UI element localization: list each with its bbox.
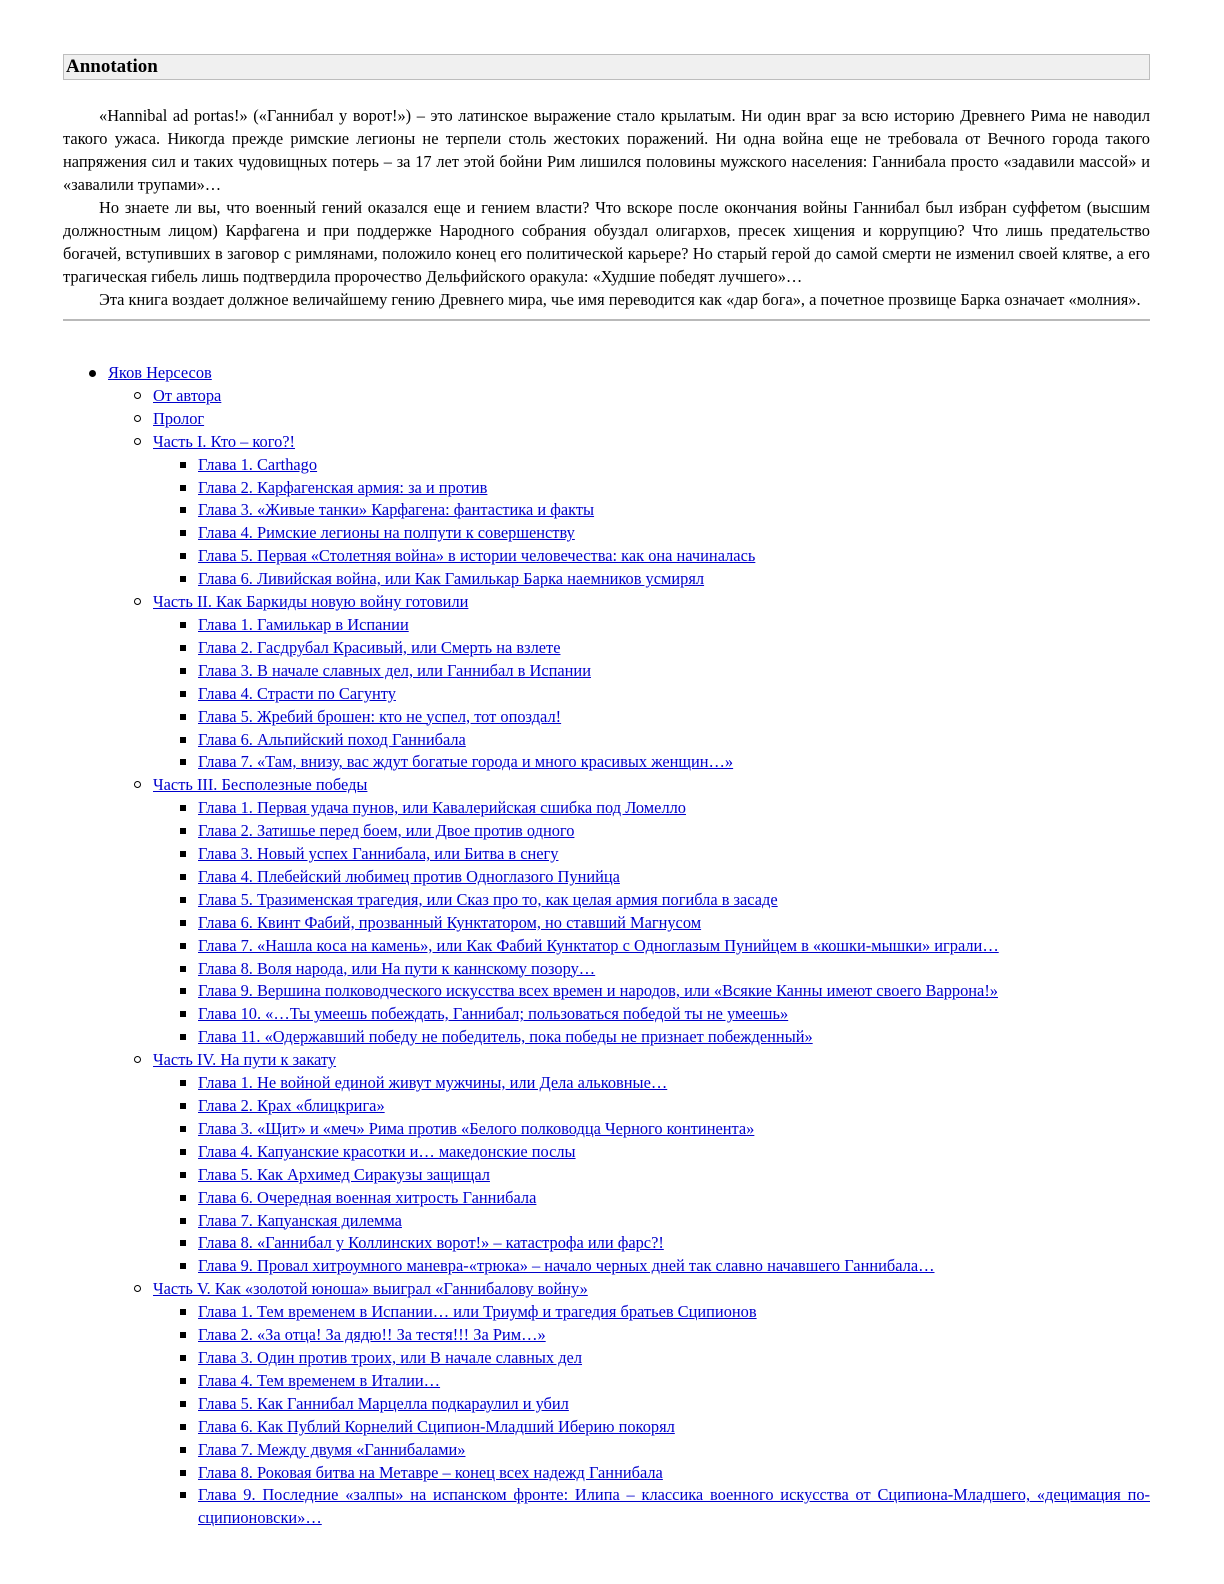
toc-chapter-list (153, 1072, 1150, 1278)
toc-section-link[interactable]: Пролог (153, 408, 205, 428)
square-bullet-icon (180, 874, 186, 880)
toc-section-link[interactable]: От автора (153, 385, 222, 405)
toc-chapter-item (153, 1003, 1150, 1026)
toc-chapter-item (153, 820, 1150, 843)
toc-chapter-link[interactable]: Глава 7. Капуанская дилемма (198, 1210, 402, 1230)
square-bullet-icon (180, 1447, 186, 1453)
square-bullet-icon (180, 1378, 186, 1384)
toc-chapter-link[interactable]: Глава 4. Плебейский любимец против Одноглазого Пунийца (198, 866, 620, 886)
toc-section-link[interactable]: Часть V. Как «золотой юноша» выиграл «Ганнибалову войну» (153, 1279, 588, 1299)
square-bullet-icon (180, 1172, 186, 1178)
toc-chapter-item (153, 1255, 1150, 1278)
circle-bullet-icon (134, 598, 141, 605)
toc-chapter-item (153, 1462, 1150, 1485)
toc-chapter-link[interactable]: Глава 1. Гамилькар в Испании (198, 614, 409, 634)
toc-chapter-item (153, 1141, 1150, 1164)
toc-chapter-item (153, 660, 1150, 683)
square-bullet-icon (180, 851, 186, 857)
toc-chapter-link[interactable]: Глава 9. Провал хитроумного маневра-«трюка» – начало черных дней так славно начавшего Ганнибала… (198, 1256, 935, 1276)
toc-section-item (108, 1049, 1150, 1278)
toc-chapter-item (153, 912, 1150, 935)
toc-chapter-item (153, 499, 1150, 522)
square-bullet-icon (180, 462, 186, 468)
toc-chapter-item (153, 1416, 1150, 1439)
circle-bullet-icon (134, 438, 141, 445)
toc-chapter-list (153, 614, 1150, 774)
square-bullet-icon (180, 1355, 186, 1361)
toc-chapter-item (153, 866, 1150, 889)
toc-chapter-link[interactable]: Глава 7. Между двумя «Ганнибалами» (198, 1439, 466, 1459)
toc-sections-list (108, 385, 1150, 1530)
toc-chapter-item (153, 1164, 1150, 1187)
toc-chapter-list (153, 797, 1150, 1049)
square-bullet-icon (180, 1401, 186, 1407)
square-bullet-icon (180, 988, 186, 994)
toc-chapter-link[interactable]: Глава 3. В начале славных дел, или Ганнибал в Испании (198, 660, 591, 680)
square-bullet-icon (180, 576, 186, 582)
toc-chapter-link[interactable]: Глава 3. «Живые танки» Карфагена: фантастика и факты (198, 500, 595, 520)
toc-chapter-item (153, 1118, 1150, 1141)
toc-section-item (108, 1278, 1150, 1530)
toc-chapter-item (153, 843, 1150, 866)
square-bullet-icon (180, 622, 186, 628)
toc-chapter-link[interactable]: Глава 6. Очередная военная хитрость Ганнибала (198, 1187, 537, 1207)
circle-bullet-icon (134, 415, 141, 422)
square-bullet-icon (180, 1424, 186, 1430)
square-bullet-icon (180, 1034, 186, 1040)
circle-bullet-icon (134, 392, 141, 399)
toc-chapter-link[interactable]: Глава 4. Капуанские красотки и… македонские послы (198, 1141, 576, 1161)
toc-chapter-link[interactable]: Глава 5. Жребий брошен: кто не успел, тот опоздал! (198, 706, 562, 726)
toc-chapter-link[interactable]: Глава 2. Карфагенская армия: за и против (198, 477, 488, 497)
annotation-heading: Annotation (63, 54, 1150, 80)
toc-section-link[interactable]: Часть II. Как Баркиды новую войну готовили (153, 592, 469, 612)
toc-chapter-item (153, 980, 1150, 1003)
square-bullet-icon (180, 645, 186, 651)
toc-chapter-link[interactable]: Глава 5. Тразименская трагедия, или Сказ про то, как целая армия погибла в засаде (198, 889, 778, 909)
toc-section-link[interactable]: Часть I. Кто – кого?! (153, 431, 296, 451)
toc-chapter-item (153, 1187, 1150, 1210)
square-bullet-icon (180, 507, 186, 513)
toc-chapter-item (153, 1301, 1150, 1324)
square-bullet-icon (180, 553, 186, 559)
toc-section-link[interactable]: Часть IV. На пути к закату (153, 1050, 337, 1070)
toc-chapter-item (153, 958, 1150, 981)
toc-chapter-link[interactable]: Глава 1. Carthago (198, 454, 318, 474)
square-bullet-icon (180, 1126, 186, 1132)
square-bullet-icon (180, 668, 186, 674)
toc-chapter-link[interactable]: Глава 11. «Одержавший победу не победитель, пока победы не признает побежденный» (198, 1027, 813, 1047)
toc-chapter-link[interactable]: Глава 5. Как Архимед Сиракузы защищал (198, 1164, 490, 1184)
annotation-paragraph: «Hannibal ad portas!» («Ганнибал у ворот!») – это латинское выражение стало крылатым. Ни один враг за всю историю Древнего Рима не наводил такого ужаса. Никогда прежде римские легионы не терпели столь жестоких поражений. Ни одна война еще не требовала от Вечного города такого напряжения сил и таких чудовищных потерь – за 17 лет этой бойни Рим лишился половины мужского населения: Ганнибала просто «задавили массой» и «завалили трупами»… (63, 106, 1150, 194)
toc-chapter-item (153, 889, 1150, 912)
toc-chapter-link[interactable]: Глава 8. Воля народа, или На пути к каннскому позору… (198, 958, 596, 978)
toc-chapter-item (153, 1026, 1150, 1049)
toc-chapter-item (153, 1232, 1150, 1255)
toc-chapter-link[interactable]: Глава 10. «…Ты умеешь побеждать, Ганнибал; пользоваться победой ты не умеешь» (198, 1004, 789, 1024)
toc-chapter-link[interactable]: Глава 7. «Там, внизу, вас ждут богатые города и много красивых женщин…» (198, 752, 734, 772)
toc-chapter-list (153, 1301, 1150, 1530)
square-bullet-icon (180, 1080, 186, 1086)
toc-section-item (108, 408, 1150, 431)
toc-chapter-item (153, 477, 1150, 500)
toc-section-item (108, 774, 1150, 1049)
square-bullet-icon (180, 714, 186, 720)
toc-chapter-item (153, 706, 1150, 729)
toc-chapter-link[interactable]: Глава 4. Римские легионы на полпути к совершенству (198, 523, 575, 543)
toc-chapter-item (153, 522, 1150, 545)
square-bullet-icon (180, 966, 186, 972)
toc-section-link[interactable]: Часть III. Бесполезные победы (153, 775, 368, 795)
square-bullet-icon (180, 485, 186, 491)
toc-chapter-link[interactable]: Глава 4. Тем временем в Италии… (198, 1370, 441, 1390)
toc-chapter-item (153, 797, 1150, 820)
square-bullet-icon (180, 920, 186, 926)
toc-chapter-link[interactable]: Глава 6. Квинт Фабий, прозванный Кунктатором, но ставший Магнусом (198, 912, 702, 932)
square-bullet-icon (180, 1309, 186, 1315)
toc-section-item (108, 385, 1150, 408)
square-bullet-icon (180, 1240, 186, 1246)
toc-chapter-link[interactable]: Глава 1. Первая удача пунов, или Кавалерийская сшибка под Ломелло (198, 798, 686, 818)
toc-chapter-item (153, 614, 1150, 637)
square-bullet-icon (180, 1149, 186, 1155)
toc-chapter-link[interactable]: Глава 8. «Ганнибал у Коллинских ворот!» – катастрофа или фарс?! (198, 1233, 664, 1253)
annotation-body (63, 104, 1150, 311)
toc-chapter-link[interactable]: Глава 2. «За отца! За дядю!! За тестя!!! За Рим…» (198, 1325, 546, 1345)
square-bullet-icon (180, 759, 186, 765)
toc-chapter-link[interactable]: Глава 9. Вершина полководческого искусства всех времен и народов, или «Всякие Канны имеют своего Варрона!» (198, 981, 998, 1001)
square-bullet-icon (180, 530, 186, 536)
toc-chapter-link[interactable]: Глава 2. Затишье перед боем, или Двое против одного (198, 821, 575, 841)
square-bullet-icon (180, 1103, 186, 1109)
circle-bullet-icon (134, 1285, 141, 1292)
toc-chapter-item (153, 1095, 1150, 1118)
toc-author-link[interactable]: Яков Нерсесов (108, 363, 212, 382)
table-of-contents (63, 362, 1150, 1530)
toc-section-item (108, 591, 1150, 774)
square-bullet-icon (180, 1263, 186, 1269)
toc-chapter-item (153, 1347, 1150, 1370)
annotation-paragraph: Но знаете ли вы, что военный гений оказался еще и гением власти? Что вскоре после окончания войны Ганнибал был избран суффетом (высшим должностным лицом) Карфагена и при поддержке Народного собрания обуздал олигархов, пресек хищения и коррупцию? Что лишь предательство богачей, вступивших в заговор с римлянами, положило конец его политической карьере? Но старый герой до самой смерти не изменил своей клятве, а его трагическая гибель лишь подтвердила пророчество Дельфийского оракула: «Худшие победят лучшего»… (63, 198, 1150, 286)
toc-chapter-item (153, 729, 1150, 752)
toc-chapter-link[interactable]: Глава 8. Роковая битва на Метавре – конец всех надежд Ганнибала (198, 1462, 663, 1482)
toc-chapter-link[interactable]: Глава 3. Один против троих, или В начале славных дел (198, 1347, 583, 1367)
horizontal-divider (63, 319, 1150, 321)
square-bullet-icon (180, 737, 186, 743)
toc-chapter-link[interactable]: Глава 2. Гасдрубал Красивый, или Смерть на взлете (198, 637, 561, 657)
circle-bullet-icon (134, 781, 141, 788)
toc-author-list (63, 362, 1150, 1530)
toc-chapter-item (153, 1210, 1150, 1233)
toc-chapter-item (153, 637, 1150, 660)
annotation-paragraph: Эта книга воздает должное величайшему гению Древнего мира, чье имя переводится как «дар бога», а почетное прозвище Барка означает «молния». (99, 290, 1141, 309)
toc-chapter-link[interactable]: Глава 6. Ливийская война, или Как Гамилькар Барка наемников усмирял (198, 569, 705, 589)
square-bullet-icon (180, 1011, 186, 1017)
toc-chapter-link[interactable]: Глава 6. Альпийский поход Ганнибала (198, 729, 466, 749)
toc-author-item (63, 362, 1150, 1530)
toc-chapter-list (153, 454, 1150, 591)
square-bullet-icon (180, 805, 186, 811)
square-bullet-icon (180, 1332, 186, 1338)
toc-chapter-item (153, 1393, 1150, 1416)
toc-chapter-item (153, 1072, 1150, 1095)
toc-chapter-item (153, 545, 1150, 568)
toc-chapter-link[interactable]: Глава 3. Новый успех Ганнибала, или Битва в снегу (198, 844, 559, 864)
circle-bullet-icon (134, 1056, 141, 1063)
toc-chapter-link[interactable]: Глава 3. «Щит» и «меч» Рима против «Белого полководца Черного континента» (198, 1118, 755, 1138)
square-bullet-icon (180, 1195, 186, 1201)
toc-chapter-link[interactable]: Глава 1. Не войной единой живут мужчины, или Дела альковные… (198, 1073, 668, 1093)
disc-bullet-icon (89, 370, 96, 377)
toc-chapter-link[interactable]: Глава 4. Страсти по Сагунту (198, 683, 396, 703)
toc-chapter-item (153, 935, 1150, 958)
square-bullet-icon (180, 691, 186, 697)
toc-chapter-item (153, 454, 1150, 477)
toc-chapter-link[interactable]: Глава 5. Как Ганнибал Марцелла подкараулил и убил (198, 1393, 569, 1413)
toc-chapter-item (153, 683, 1150, 706)
square-bullet-icon (180, 897, 186, 903)
square-bullet-icon (180, 1218, 186, 1224)
toc-chapter-item (153, 1439, 1150, 1462)
toc-chapter-link[interactable]: Глава 5. Первая «Столетняя война» в истории человечества: как она начиналась (198, 546, 756, 566)
toc-chapter-item (153, 1484, 1150, 1530)
toc-chapter-link[interactable]: Глава 2. Крах «блицкрига» (198, 1096, 385, 1115)
toc-chapter-item (153, 1370, 1150, 1393)
toc-chapter-link[interactable]: Глава 6. Как Публий Корнелий Сципион-Младший Иберию покорял (198, 1416, 675, 1436)
square-bullet-icon (180, 828, 186, 834)
toc-chapter-link[interactable]: Глава 7. «Нашла коса на камень», или Как Фабий Кунктатор с Одноглазым Пунийцем в «кошки-мышки» играли… (198, 935, 999, 955)
square-bullet-icon (180, 1492, 186, 1498)
toc-chapter-link[interactable]: Глава 1. Тем временем в Испании… или Триумф и трагедия братьев Сципионов (198, 1302, 757, 1322)
toc-chapter-item (153, 568, 1150, 591)
square-bullet-icon (180, 943, 186, 949)
toc-section-item (108, 431, 1150, 591)
toc-chapter-item (153, 1324, 1150, 1347)
document-page (63, 54, 1150, 1528)
square-bullet-icon (180, 1470, 186, 1476)
toc-chapter-item (153, 751, 1150, 774)
toc-chapter-link[interactable]: Глава 9. Последние «залпы» на испанском фронте: Илипа – классика военного искусства от Сципиона-Младшего, «децимация по-сципионовски»… (198, 1485, 1150, 1528)
